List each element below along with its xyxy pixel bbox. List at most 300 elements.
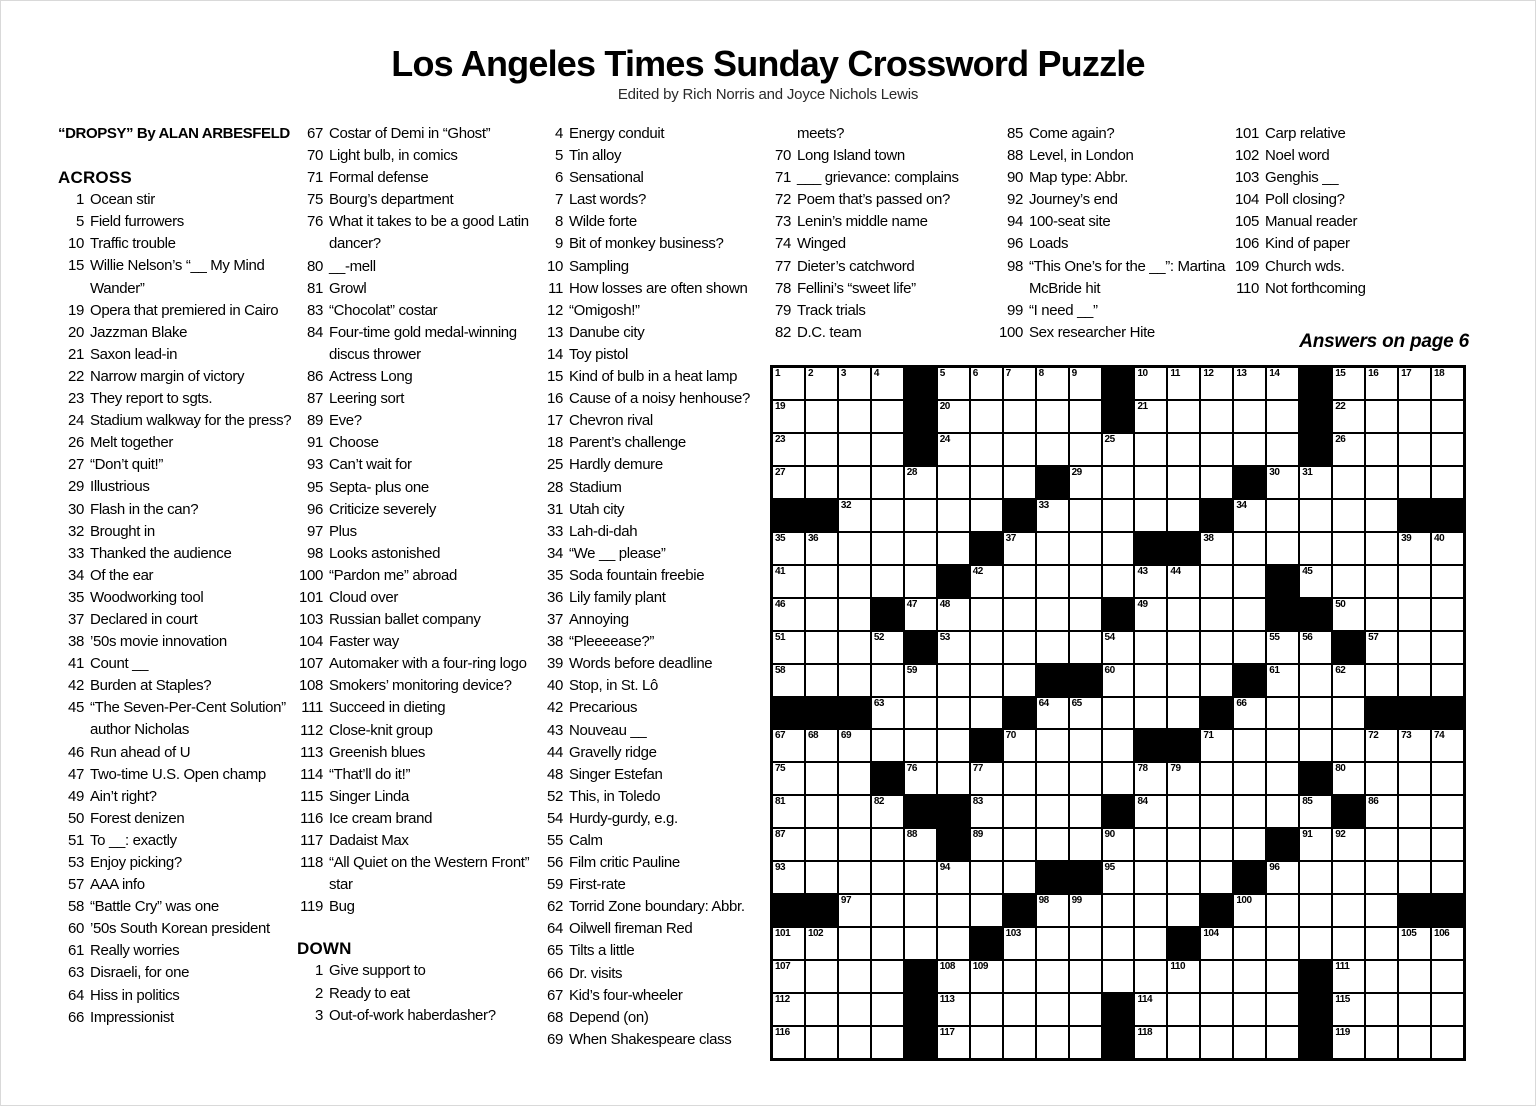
grid-cell[interactable]: [970, 466, 1003, 499]
grid-cell[interactable]: [970, 664, 1003, 697]
grid-cell[interactable]: [772, 828, 805, 861]
grid-cell[interactable]: [871, 631, 904, 664]
grid-cell[interactable]: [1167, 1026, 1200, 1059]
grid-cell[interactable]: [937, 729, 970, 762]
grid-cell[interactable]: [772, 927, 805, 960]
grid-cell[interactable]: [871, 993, 904, 1026]
grid-cell[interactable]: [1134, 631, 1167, 664]
grid-cell[interactable]: [1299, 532, 1332, 565]
grid-cell[interactable]: [1134, 433, 1167, 466]
grid-cell[interactable]: [838, 861, 871, 894]
grid-cell[interactable]: [1233, 367, 1266, 400]
grid-cell[interactable]: [838, 960, 871, 993]
grid-cell[interactable]: [1233, 960, 1266, 993]
grid-cell[interactable]: [1167, 433, 1200, 466]
grid-cell[interactable]: [1332, 762, 1365, 795]
grid-cell[interactable]: [838, 499, 871, 532]
grid-cell[interactable]: [1398, 400, 1431, 433]
grid-cell[interactable]: [1365, 927, 1398, 960]
grid-cell[interactable]: [937, 532, 970, 565]
grid-cell[interactable]: [1332, 960, 1365, 993]
grid-cell[interactable]: [1266, 631, 1299, 664]
grid-cell[interactable]: [1036, 960, 1069, 993]
grid-cell[interactable]: [1299, 697, 1332, 730]
grid-cell[interactable]: [1266, 894, 1299, 927]
grid-cell[interactable]: [772, 664, 805, 697]
grid-cell[interactable]: [904, 664, 937, 697]
grid-cell[interactable]: [1233, 1026, 1266, 1059]
grid-cell[interactable]: [838, 1026, 871, 1059]
grid-cell[interactable]: [1299, 861, 1332, 894]
grid-cell[interactable]: [1233, 631, 1266, 664]
grid-cell[interactable]: [1003, 631, 1036, 664]
grid-cell[interactable]: [805, 927, 838, 960]
grid-cell[interactable]: [1332, 367, 1365, 400]
grid-cell[interactable]: [1036, 993, 1069, 1026]
grid-cell[interactable]: [1167, 762, 1200, 795]
grid-cell[interactable]: [838, 400, 871, 433]
grid-cell[interactable]: [970, 1026, 1003, 1059]
grid-cell[interactable]: [805, 828, 838, 861]
grid-cell[interactable]: [838, 762, 871, 795]
grid-cell[interactable]: [937, 664, 970, 697]
grid-cell[interactable]: [1233, 433, 1266, 466]
grid-cell[interactable]: [1332, 598, 1365, 631]
grid-cell[interactable]: [1431, 795, 1464, 828]
grid-cell[interactable]: [838, 466, 871, 499]
grid-cell[interactable]: [1134, 400, 1167, 433]
grid-cell[interactable]: [1167, 861, 1200, 894]
grid-cell[interactable]: [1036, 433, 1069, 466]
grid-cell[interactable]: [1200, 1026, 1233, 1059]
grid-cell[interactable]: [772, 729, 805, 762]
grid-cell[interactable]: [1102, 565, 1135, 598]
grid-cell[interactable]: [871, 499, 904, 532]
grid-cell[interactable]: [772, 400, 805, 433]
grid-cell[interactable]: [772, 367, 805, 400]
grid-cell[interactable]: [970, 565, 1003, 598]
grid-cell[interactable]: [1036, 565, 1069, 598]
grid-cell[interactable]: [1365, 795, 1398, 828]
grid-cell[interactable]: [1431, 532, 1464, 565]
grid-cell[interactable]: [772, 598, 805, 631]
grid-cell[interactable]: [1365, 861, 1398, 894]
grid-cell[interactable]: [805, 993, 838, 1026]
grid-cell[interactable]: [772, 565, 805, 598]
grid-cell[interactable]: [1398, 927, 1431, 960]
grid-cell[interactable]: [1299, 565, 1332, 598]
grid-cell[interactable]: [1398, 664, 1431, 697]
grid-cell[interactable]: [1365, 828, 1398, 861]
grid-cell[interactable]: [1200, 664, 1233, 697]
grid-cell[interactable]: [1003, 927, 1036, 960]
crossword-grid[interactable]: [770, 365, 1466, 1061]
grid-cell[interactable]: [1134, 993, 1167, 1026]
grid-cell[interactable]: [937, 598, 970, 631]
grid-cell[interactable]: [871, 532, 904, 565]
grid-cell[interactable]: [871, 795, 904, 828]
grid-cell[interactable]: [1036, 762, 1069, 795]
grid-cell[interactable]: [937, 466, 970, 499]
grid-cell[interactable]: [1299, 499, 1332, 532]
grid-cell[interactable]: [1069, 367, 1102, 400]
grid-cell[interactable]: [1398, 795, 1431, 828]
grid-cell[interactable]: [805, 466, 838, 499]
grid-cell[interactable]: [1069, 598, 1102, 631]
grid-cell[interactable]: [1266, 993, 1299, 1026]
grid-cell[interactable]: [1365, 598, 1398, 631]
grid-cell[interactable]: [937, 861, 970, 894]
grid-cell[interactable]: [970, 993, 1003, 1026]
grid-cell[interactable]: [1365, 466, 1398, 499]
grid-cell[interactable]: [838, 828, 871, 861]
grid-cell[interactable]: [1332, 927, 1365, 960]
grid-cell[interactable]: [1332, 565, 1365, 598]
grid-cell[interactable]: [1069, 697, 1102, 730]
grid-cell[interactable]: [970, 894, 1003, 927]
grid-cell[interactable]: [1003, 828, 1036, 861]
grid-cell[interactable]: [1134, 499, 1167, 532]
grid-cell[interactable]: [1431, 631, 1464, 664]
grid-cell[interactable]: [1069, 993, 1102, 1026]
grid-cell[interactable]: [1102, 960, 1135, 993]
grid-cell[interactable]: [1332, 697, 1365, 730]
grid-cell[interactable]: [805, 960, 838, 993]
grid-cell[interactable]: [838, 631, 871, 664]
grid-cell[interactable]: [772, 993, 805, 1026]
grid-cell[interactable]: [1069, 828, 1102, 861]
grid-cell[interactable]: [1266, 400, 1299, 433]
grid-cell[interactable]: [1332, 1026, 1365, 1059]
grid-cell[interactable]: [1266, 795, 1299, 828]
grid-cell[interactable]: [1069, 565, 1102, 598]
grid-cell[interactable]: [1003, 664, 1036, 697]
grid-cell[interactable]: [871, 400, 904, 433]
grid-cell[interactable]: [1102, 828, 1135, 861]
grid-cell[interactable]: [1069, 960, 1102, 993]
grid-cell[interactable]: [1431, 400, 1464, 433]
grid-cell[interactable]: [772, 466, 805, 499]
grid-cell[interactable]: [1003, 1026, 1036, 1059]
grid-cell[interactable]: [1102, 927, 1135, 960]
grid-cell[interactable]: [1299, 729, 1332, 762]
grid-cell[interactable]: [838, 894, 871, 927]
grid-cell[interactable]: [1365, 499, 1398, 532]
grid-cell[interactable]: [805, 532, 838, 565]
grid-cell[interactable]: [1102, 532, 1135, 565]
grid-cell[interactable]: [1036, 729, 1069, 762]
grid-cell[interactable]: [1266, 697, 1299, 730]
grid-cell[interactable]: [1036, 795, 1069, 828]
grid-cell[interactable]: [1431, 762, 1464, 795]
grid-cell[interactable]: [1069, 762, 1102, 795]
grid-cell[interactable]: [871, 433, 904, 466]
grid-cell[interactable]: [1036, 631, 1069, 664]
grid-cell[interactable]: [1003, 762, 1036, 795]
grid-cell[interactable]: [1233, 993, 1266, 1026]
grid-cell[interactable]: [1167, 598, 1200, 631]
grid-cell[interactable]: [1167, 795, 1200, 828]
grid-cell[interactable]: [805, 433, 838, 466]
grid-cell[interactable]: [1069, 894, 1102, 927]
grid-cell[interactable]: [1102, 894, 1135, 927]
grid-cell[interactable]: [1365, 367, 1398, 400]
grid-cell[interactable]: [1398, 993, 1431, 1026]
grid-cell[interactable]: [838, 729, 871, 762]
grid-cell[interactable]: [1069, 400, 1102, 433]
grid-cell[interactable]: [1134, 795, 1167, 828]
grid-cell[interactable]: [871, 466, 904, 499]
grid-cell[interactable]: [1332, 894, 1365, 927]
grid-cell[interactable]: [1200, 565, 1233, 598]
grid-cell[interactable]: [838, 598, 871, 631]
grid-cell[interactable]: [904, 828, 937, 861]
grid-cell[interactable]: [1167, 499, 1200, 532]
grid-cell[interactable]: [1102, 729, 1135, 762]
grid-cell[interactable]: [871, 729, 904, 762]
grid-cell[interactable]: [1200, 631, 1233, 664]
grid-cell[interactable]: [937, 433, 970, 466]
grid-cell[interactable]: [1102, 499, 1135, 532]
grid-cell[interactable]: [1200, 466, 1233, 499]
grid-cell[interactable]: [904, 466, 937, 499]
grid-cell[interactable]: [1398, 1026, 1431, 1059]
grid-cell[interactable]: [1431, 598, 1464, 631]
grid-cell[interactable]: [1398, 960, 1431, 993]
grid-cell[interactable]: [805, 1026, 838, 1059]
grid-cell[interactable]: [1431, 993, 1464, 1026]
grid-cell[interactable]: [1431, 664, 1464, 697]
grid-cell[interactable]: [1134, 1026, 1167, 1059]
grid-cell[interactable]: [1233, 762, 1266, 795]
grid-cell[interactable]: [1398, 861, 1431, 894]
grid-cell[interactable]: [937, 927, 970, 960]
grid-cell[interactable]: [1102, 664, 1135, 697]
grid-cell[interactable]: [1431, 565, 1464, 598]
grid-cell[interactable]: [772, 532, 805, 565]
grid-cell[interactable]: [1233, 927, 1266, 960]
grid-cell[interactable]: [1003, 565, 1036, 598]
grid-cell[interactable]: [1332, 729, 1365, 762]
grid-cell[interactable]: [1069, 1026, 1102, 1059]
grid-cell[interactable]: [1134, 565, 1167, 598]
grid-cell[interactable]: [970, 960, 1003, 993]
grid-cell[interactable]: [1167, 664, 1200, 697]
grid-cell[interactable]: [1266, 367, 1299, 400]
grid-cell[interactable]: [1003, 795, 1036, 828]
grid-cell[interactable]: [1134, 664, 1167, 697]
grid-cell[interactable]: [970, 697, 1003, 730]
grid-cell[interactable]: [1134, 894, 1167, 927]
grid-cell[interactable]: [1332, 993, 1365, 1026]
grid-cell[interactable]: [970, 499, 1003, 532]
grid-cell[interactable]: [1069, 729, 1102, 762]
grid-cell[interactable]: [1431, 466, 1464, 499]
grid-cell[interactable]: [805, 565, 838, 598]
grid-cell[interactable]: [838, 433, 871, 466]
grid-cell[interactable]: [1398, 598, 1431, 631]
grid-cell[interactable]: [1398, 532, 1431, 565]
grid-cell[interactable]: [970, 367, 1003, 400]
grid-cell[interactable]: [1069, 795, 1102, 828]
grid-cell[interactable]: [937, 697, 970, 730]
grid-cell[interactable]: [772, 1026, 805, 1059]
grid-cell[interactable]: [772, 631, 805, 664]
grid-cell[interactable]: [970, 433, 1003, 466]
grid-cell[interactable]: [1398, 828, 1431, 861]
grid-cell[interactable]: [1003, 598, 1036, 631]
grid-cell[interactable]: [1431, 828, 1464, 861]
grid-cell[interactable]: [871, 1026, 904, 1059]
grid-cell[interactable]: [1233, 532, 1266, 565]
grid-cell[interactable]: [1365, 433, 1398, 466]
grid-cell[interactable]: [1167, 828, 1200, 861]
grid-cell[interactable]: [1299, 664, 1332, 697]
grid-cell[interactable]: [1167, 565, 1200, 598]
grid-cell[interactable]: [805, 400, 838, 433]
grid-cell[interactable]: [871, 828, 904, 861]
grid-cell[interactable]: [1431, 1026, 1464, 1059]
grid-cell[interactable]: [1266, 1026, 1299, 1059]
grid-cell[interactable]: [1266, 499, 1299, 532]
grid-cell[interactable]: [772, 861, 805, 894]
grid-cell[interactable]: [1299, 795, 1332, 828]
grid-cell[interactable]: [1398, 367, 1431, 400]
grid-cell[interactable]: [1365, 631, 1398, 664]
grid-cell[interactable]: [1233, 565, 1266, 598]
grid-cell[interactable]: [904, 861, 937, 894]
grid-cell[interactable]: [772, 762, 805, 795]
grid-cell[interactable]: [904, 697, 937, 730]
grid-cell[interactable]: [772, 433, 805, 466]
grid-cell[interactable]: [1003, 400, 1036, 433]
grid-cell[interactable]: [1365, 664, 1398, 697]
grid-cell[interactable]: [1365, 565, 1398, 598]
grid-cell[interactable]: [1036, 697, 1069, 730]
grid-cell[interactable]: [1431, 433, 1464, 466]
grid-cell[interactable]: [1003, 993, 1036, 1026]
grid-cell[interactable]: [1233, 697, 1266, 730]
grid-cell[interactable]: [1266, 762, 1299, 795]
grid-cell[interactable]: [1003, 729, 1036, 762]
grid-cell[interactable]: [1200, 367, 1233, 400]
grid-cell[interactable]: [904, 927, 937, 960]
grid-cell[interactable]: [970, 400, 1003, 433]
grid-cell[interactable]: [1102, 433, 1135, 466]
grid-cell[interactable]: [1332, 828, 1365, 861]
grid-cell[interactable]: [1003, 861, 1036, 894]
grid-cell[interactable]: [1332, 664, 1365, 697]
grid-cell[interactable]: [1200, 762, 1233, 795]
grid-cell[interactable]: [805, 861, 838, 894]
grid-cell[interactable]: [1134, 697, 1167, 730]
grid-cell[interactable]: [1299, 927, 1332, 960]
grid-cell[interactable]: [1233, 729, 1266, 762]
grid-cell[interactable]: [1167, 466, 1200, 499]
grid-cell[interactable]: [1036, 1026, 1069, 1059]
grid-cell[interactable]: [838, 367, 871, 400]
grid-cell[interactable]: [1069, 433, 1102, 466]
grid-cell[interactable]: [1069, 631, 1102, 664]
grid-cell[interactable]: [805, 762, 838, 795]
grid-cell[interactable]: [904, 762, 937, 795]
grid-cell[interactable]: [1134, 960, 1167, 993]
grid-cell[interactable]: [1167, 367, 1200, 400]
grid-cell[interactable]: [1200, 993, 1233, 1026]
grid-cell[interactable]: [1036, 367, 1069, 400]
grid-cell[interactable]: [805, 598, 838, 631]
grid-cell[interactable]: [1332, 466, 1365, 499]
grid-cell[interactable]: [871, 861, 904, 894]
grid-cell[interactable]: [1200, 960, 1233, 993]
grid-cell[interactable]: [838, 664, 871, 697]
grid-cell[interactable]: [904, 499, 937, 532]
grid-cell[interactable]: [871, 664, 904, 697]
grid-cell[interactable]: [1003, 367, 1036, 400]
grid-cell[interactable]: [1398, 565, 1431, 598]
grid-cell[interactable]: [1102, 631, 1135, 664]
grid-cell[interactable]: [1398, 433, 1431, 466]
grid-cell[interactable]: [937, 367, 970, 400]
grid-cell[interactable]: [1134, 861, 1167, 894]
grid-cell[interactable]: [1036, 828, 1069, 861]
grid-cell[interactable]: [805, 729, 838, 762]
grid-cell[interactable]: [1266, 729, 1299, 762]
grid-cell[interactable]: [1332, 499, 1365, 532]
grid-cell[interactable]: [1036, 499, 1069, 532]
grid-cell[interactable]: [1003, 433, 1036, 466]
grid-cell[interactable]: [904, 729, 937, 762]
grid-cell[interactable]: [1167, 960, 1200, 993]
grid-cell[interactable]: [1233, 894, 1266, 927]
grid-cell[interactable]: [937, 1026, 970, 1059]
grid-cell[interactable]: [1167, 400, 1200, 433]
grid-cell[interactable]: [1398, 466, 1431, 499]
grid-cell[interactable]: [1036, 927, 1069, 960]
grid-cell[interactable]: [1266, 861, 1299, 894]
grid-cell[interactable]: [1003, 532, 1036, 565]
grid-cell[interactable]: [1200, 861, 1233, 894]
grid-cell[interactable]: [970, 598, 1003, 631]
grid-cell[interactable]: [1233, 795, 1266, 828]
grid-cell[interactable]: [1036, 400, 1069, 433]
grid-cell[interactable]: [1200, 828, 1233, 861]
grid-cell[interactable]: [1431, 960, 1464, 993]
grid-cell[interactable]: [871, 367, 904, 400]
grid-cell[interactable]: [1003, 960, 1036, 993]
grid-cell[interactable]: [1332, 400, 1365, 433]
grid-cell[interactable]: [1365, 993, 1398, 1026]
grid-cell[interactable]: [1134, 598, 1167, 631]
grid-cell[interactable]: [1398, 762, 1431, 795]
grid-cell[interactable]: [1233, 828, 1266, 861]
grid-cell[interactable]: [1365, 762, 1398, 795]
grid-cell[interactable]: [838, 795, 871, 828]
grid-cell[interactable]: [1200, 400, 1233, 433]
grid-cell[interactable]: [1134, 466, 1167, 499]
grid-cell[interactable]: [1299, 894, 1332, 927]
grid-cell[interactable]: [1200, 598, 1233, 631]
grid-cell[interactable]: [1003, 466, 1036, 499]
grid-cell[interactable]: [805, 664, 838, 697]
grid-cell[interactable]: [1102, 762, 1135, 795]
grid-cell[interactable]: [1102, 861, 1135, 894]
grid-cell[interactable]: [1233, 598, 1266, 631]
grid-cell[interactable]: [1266, 960, 1299, 993]
grid-cell[interactable]: [1036, 598, 1069, 631]
grid-cell[interactable]: [970, 631, 1003, 664]
grid-cell[interactable]: [1102, 697, 1135, 730]
